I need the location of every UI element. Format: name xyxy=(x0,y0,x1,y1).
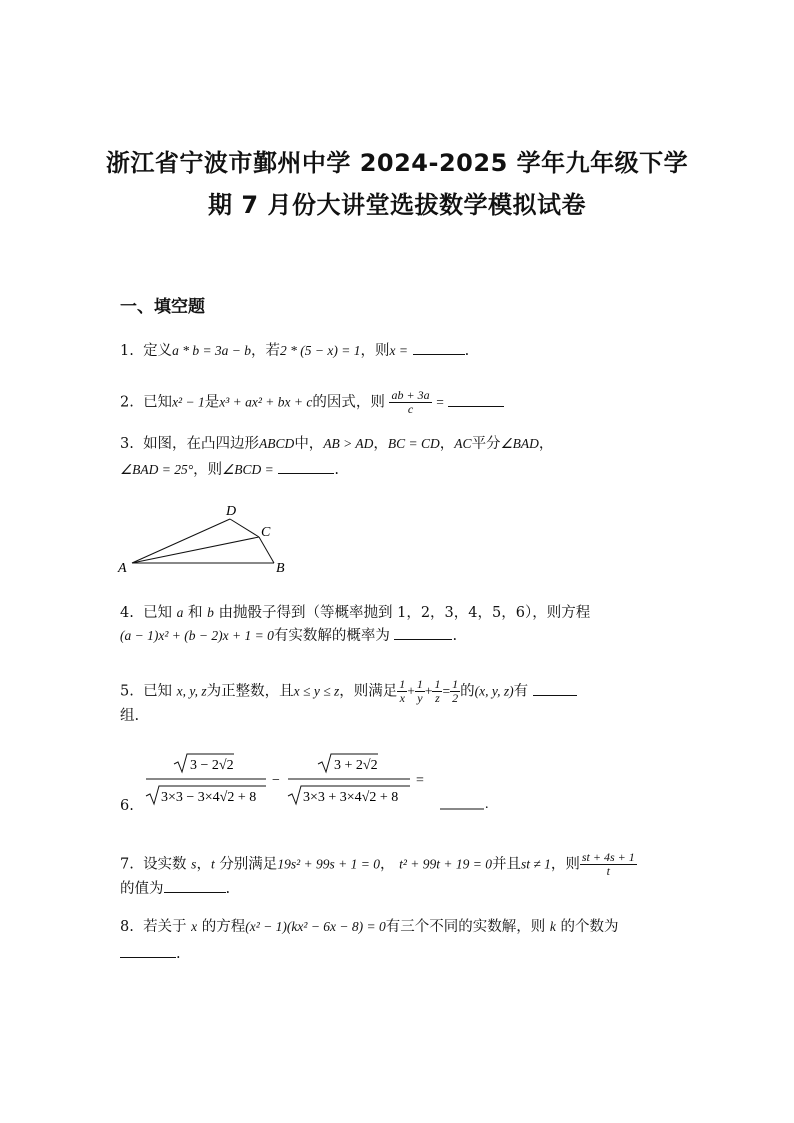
q1-condition: 2 * (5 − x) = 1 xyxy=(280,343,361,358)
q5-frac-4-num: 1 xyxy=(452,677,459,691)
q1-text-3: ，则 xyxy=(360,343,390,359)
q5-equals: = xyxy=(442,683,451,699)
q6-equals: = xyxy=(416,773,424,788)
q5-text-1: 已知 xyxy=(143,683,173,700)
q2-text-2: 是 xyxy=(204,394,220,411)
q1-text-1: 定义 xyxy=(143,343,173,359)
q3-figure xyxy=(112,496,302,580)
q8-text-2: 的方程 xyxy=(201,919,246,935)
q7-text-1: 设实数 xyxy=(143,856,187,873)
q6-expression xyxy=(142,748,502,814)
q6-d2: 3×3 + 3×4√2 + 8 xyxy=(303,790,399,805)
title-line-1: 浙江省宁波市鄞州中学 2024-2025 学年九年级下学 xyxy=(105,149,689,177)
q3-answer-blank xyxy=(278,459,334,474)
q7-frac-num: st + 4s + 1 xyxy=(581,850,635,864)
q5-inequality: x ≤ y ≤ z xyxy=(293,683,340,699)
q7-fraction xyxy=(580,851,637,878)
q2-frac-den: c xyxy=(407,402,414,416)
title-line-2: 期 7 月份大讲堂选拔数学模拟试卷 xyxy=(208,191,586,219)
q1-ask: x = xyxy=(389,343,408,358)
q8-end: . xyxy=(176,946,181,962)
q8-equation: (x² − 1)(kx² − 6x − 8) = 0 xyxy=(245,919,386,934)
q6-d1: 3×3 − 3×4√2 + 8 xyxy=(161,790,257,805)
q4-number: 4. xyxy=(120,605,134,621)
q2-answer-blank xyxy=(448,392,504,407)
q8-var-x: x xyxy=(191,919,198,934)
q5-text-4: 的 xyxy=(460,683,475,700)
q3-label-a: A xyxy=(118,561,127,576)
q3-then: ，则 xyxy=(193,462,223,478)
q7-text-2: 分别满足 xyxy=(219,856,278,873)
q5-frac-1-den: x xyxy=(399,691,405,705)
q5-frac-1-num: 1 xyxy=(399,677,406,691)
q2-poly-1: x² − 1 xyxy=(172,394,205,410)
q4-answer-blank xyxy=(394,625,452,640)
question-4 xyxy=(120,602,590,624)
q7-var-s: s xyxy=(191,856,197,872)
q3-text-3: 平分 xyxy=(471,436,501,452)
q5-frac-2-num: 1 xyxy=(416,677,423,691)
q4-end: . xyxy=(452,628,458,644)
question-3 xyxy=(120,433,553,455)
question-8 xyxy=(120,916,618,938)
q2-equals: = xyxy=(436,394,444,410)
q3-text-2: 中， xyxy=(294,436,324,452)
q5-frac-2 xyxy=(415,678,425,705)
q7-end: . xyxy=(225,881,231,897)
q3-ask: ∠BCD = xyxy=(222,462,274,477)
q7-text-4: ，则 xyxy=(550,856,580,873)
q8-var-k: k xyxy=(549,919,556,934)
q3-cond-2: BC = CD xyxy=(387,436,440,451)
question-7 xyxy=(120,851,637,878)
q3-label-b: B xyxy=(276,561,285,576)
q3-sep-1: ， xyxy=(373,436,388,452)
question-5-line-2: 组. xyxy=(120,708,140,724)
section-heading: 一、填空题 xyxy=(120,297,205,317)
q4-text-2: 和 xyxy=(188,605,203,621)
q3-text-1: 如图，在凸四边形 xyxy=(143,436,260,452)
q3-angle: ∠BAD xyxy=(500,436,539,451)
question-8-line-2 xyxy=(120,943,181,965)
q3-label-d: D xyxy=(226,504,237,519)
q6-minus: − xyxy=(272,773,280,788)
q8-number: 8. xyxy=(120,919,134,935)
q3-segment-ac xyxy=(132,537,259,563)
q4-equation: (a − 1)x² + (b − 2)x + 1 = 0 xyxy=(120,628,274,643)
q7-sep-2: ， xyxy=(379,856,395,873)
q3-quad: ABCD xyxy=(259,436,295,451)
q2-text-3: 的因式，则 xyxy=(312,394,385,411)
q2-number: 2. xyxy=(120,394,134,411)
q4-text-3: 由抛骰子得到（等概率抛到 1，2，3，4，5，6），则方程 xyxy=(218,605,591,621)
q1-answer-blank xyxy=(413,340,465,355)
q5-text-5: 有 xyxy=(513,683,529,700)
question-2 xyxy=(120,389,504,416)
q2-text-1: 已知 xyxy=(143,394,173,411)
q3-given-angle: ∠BAD = 25° xyxy=(120,462,194,477)
q2-frac-num: ab + 3a xyxy=(391,388,430,402)
q5-frac-3 xyxy=(432,678,442,705)
q5-frac-4-den: 2 xyxy=(452,691,459,705)
question-5: 5. 已知 x, y, z为正整数，且x ≤ y ≤ z，则满足 $\frac{1}{x}$ + $\frac{1}{y}$ + $\frac{1}{z}$ = $\frac{1}{2}$ 的(x, y, z)有 xyxy=(120,678,577,705)
q5-text-3: ，则满足 xyxy=(339,683,398,700)
q3-text-4: ， xyxy=(538,436,554,452)
q7-var-t: t xyxy=(210,856,215,872)
q1-definition: a * b = 3a − b xyxy=(172,343,252,358)
q7-sep: ， xyxy=(196,856,211,873)
q4-var-a: a xyxy=(176,605,184,620)
q7-condition: st ≠ 1 xyxy=(520,856,551,872)
q5-frac-3-num: 1 xyxy=(434,677,441,691)
q6-number: 6. xyxy=(120,798,134,814)
q8-text-1: 若关于 xyxy=(143,919,187,935)
q5-vars: x, y, z xyxy=(176,683,207,699)
q5-frac-2-den: y xyxy=(417,691,423,705)
q7-line-2-text: 的值为 xyxy=(120,881,164,897)
q8-answer-blank xyxy=(120,943,176,958)
q5-answer-blank xyxy=(533,681,577,696)
q5-triple: (x, y, z) xyxy=(474,683,514,699)
q5-frac-4 xyxy=(450,678,460,705)
q4-text-4: 有实数解的概率为 xyxy=(273,628,390,644)
q8-text-4: 的个数为 xyxy=(560,919,619,935)
q3-cond-3: AC xyxy=(454,436,472,451)
question-4-line-2 xyxy=(120,625,457,647)
q7-equation-2: t² + 99t + 19 = 0 xyxy=(399,856,492,872)
q5-frac-1 xyxy=(397,678,407,705)
q3-end: . xyxy=(334,462,339,478)
question-1 xyxy=(120,340,469,362)
q1-number: 1. xyxy=(120,343,134,359)
q7-equation-1: 19s² + 99s + 1 = 0 xyxy=(277,856,380,872)
q3-segment-dc xyxy=(230,519,259,537)
q5-text-2: 为正整数，且 xyxy=(206,683,294,700)
q1-end: . xyxy=(464,343,470,359)
q3-number: 3. xyxy=(120,436,134,452)
q3-segment-cb xyxy=(259,537,274,563)
q2-poly-2: x³ + ax² + bx + c xyxy=(219,394,313,410)
q6-n2: 3 + 2√2 xyxy=(334,758,378,773)
q7-frac-den: t xyxy=(606,864,610,878)
q3-cond-1: AB > AD xyxy=(323,436,374,451)
q2-fraction xyxy=(389,389,431,416)
q4-text-1: 已知 xyxy=(143,605,173,621)
q5-number: 5. xyxy=(120,683,134,700)
q3-segment-ad xyxy=(132,519,230,563)
q1-text-2: ，若 xyxy=(251,343,281,359)
q4-var-b: b xyxy=(207,605,214,620)
q6-end: . xyxy=(485,797,489,812)
q7-answer-blank xyxy=(164,878,226,893)
question-7-line-2 xyxy=(120,878,230,900)
q6-n1: 3 − 2√2 xyxy=(190,758,234,773)
q7-text-3: 并且 xyxy=(491,856,521,873)
q3-sep-2: ， xyxy=(439,436,455,452)
q7-number: 7. xyxy=(120,856,134,873)
question-3-line-2 xyxy=(120,459,339,481)
q5-frac-3-den: z xyxy=(435,691,440,705)
q8-text-3: 有三个不同的实数解，则 xyxy=(385,919,546,935)
q3-label-c: C xyxy=(261,525,271,540)
